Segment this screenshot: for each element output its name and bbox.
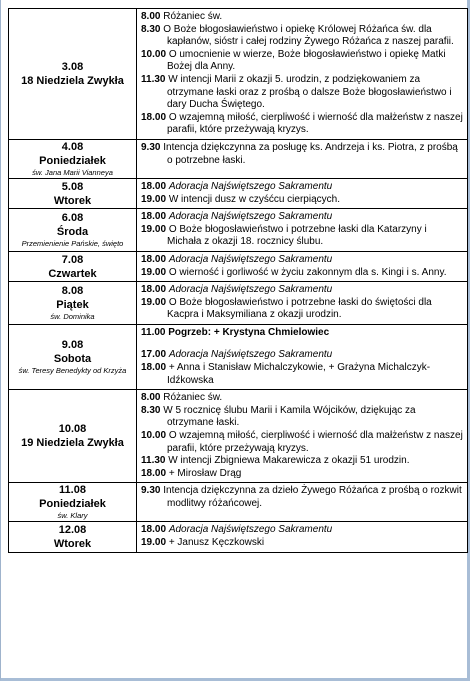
- day-date: 5.08: [61, 180, 84, 193]
- day-date: 11.08: [59, 484, 86, 497]
- day-cell: [9, 483, 137, 522]
- mass-intention: O umocnienie w wierze, Boże błogosławieństwo i opiekę Matki Bożej dla Anny.: [167, 48, 446, 73]
- mass-entry: [141, 267, 463, 280]
- mass-time: 19.00: [141, 296, 167, 308]
- mass-intentions-table: [8, 8, 468, 553]
- mass-time: 8.00: [141, 11, 161, 22]
- mass-intention: O wzajemną miłość, cierpliwość i wierność dla małżeństw z naszej parafii, które przeżywają kryzys.: [167, 111, 463, 136]
- mass-entry: [141, 392, 463, 405]
- mass-intention: O Boże błogosławieństwo i potrzebne łaski do świętości dla Kacpra i Maksymiliana z okazji urodzin.: [167, 296, 432, 321]
- mass-entry: [141, 224, 463, 249]
- day-name: Sobota: [53, 353, 92, 366]
- masses-cell: [137, 139, 468, 178]
- day-row: [9, 483, 468, 522]
- mass-intention: + Anna i Stanisław Michalczykowie, + Grażyna Michalczyk-Idźkowska: [167, 362, 431, 386]
- mass-entry: [141, 485, 463, 510]
- day-name: Piątek: [56, 298, 89, 311]
- mass-time: 18.00: [141, 362, 167, 374]
- day-cell: [9, 390, 137, 483]
- masses-cell: [137, 390, 468, 483]
- mass-intention: Różaniec św.: [163, 11, 223, 22]
- day-name: Środa: [56, 226, 89, 239]
- mass-entry: [141, 537, 463, 550]
- day-date: 3.08: [61, 60, 84, 73]
- mass-intention: Adoracja Najświętszego Sakramentu: [168, 349, 333, 361]
- masses-cell: [137, 251, 468, 281]
- mass-entry: [141, 49, 463, 74]
- day-row: [9, 139, 468, 178]
- day-date: 9.08: [61, 339, 84, 352]
- mass-intention: + Janusz Kęczkowski: [168, 537, 265, 548]
- mass-time: 18.00: [141, 180, 167, 192]
- table-body: [9, 9, 468, 553]
- masses-cell: [137, 522, 468, 552]
- mass-intention: Adoracja Najświętszego Sakramentu: [168, 253, 333, 265]
- day-name: Poniedziałek: [39, 154, 106, 167]
- day-cell: [9, 324, 137, 389]
- mass-intention: Intencja dziękczynna za posługę ks. Andrzeja i ks. Piotra, z prośbą o potrzebne łaski.: [163, 141, 458, 166]
- mass-entry: [141, 468, 463, 481]
- mass-time: 18.00: [141, 524, 167, 536]
- mass-entry: [141, 11, 463, 24]
- mass-intention: Adoracja Najświętszego Sakramentu: [168, 524, 333, 536]
- day-name: 18 Niedziela Zwykła: [21, 74, 124, 87]
- day-row: [9, 178, 468, 208]
- day-feast: św. Klary: [57, 511, 88, 521]
- day-feast: św. Dominika: [50, 311, 95, 321]
- day-cell: [9, 282, 137, 325]
- mass-entry: [141, 297, 463, 322]
- day-date: 8.08: [61, 284, 84, 297]
- mass-entry: [141, 362, 463, 387]
- mass-time: 19.00: [141, 266, 167, 278]
- mass-intention: W intencji Marii z okazji 5. urodzin, z podziękowaniem za otrzymane łaski oraz z prośbą o dalsze Boże błogosławieństwo i dary Ducha Świętego.: [167, 73, 452, 111]
- day-feast: św. Jana Marii Vianneya: [32, 167, 113, 177]
- day-name: Wtorek: [53, 538, 92, 550]
- mass-intention: W intencji Zbigniewa Makarewicza z okazji 51 urodzin.: [168, 455, 410, 467]
- mass-intention: Adoracja Najświętszego Sakramentu: [168, 180, 333, 192]
- day-cell: [9, 522, 137, 552]
- mass-time: 9.30: [141, 141, 161, 153]
- mass-entry: [141, 430, 463, 455]
- mass-entry: [141, 211, 463, 224]
- day-name: 19 Niedziela Zwykła: [21, 437, 124, 450]
- masses-cell: [137, 178, 468, 208]
- day-name: Poniedziałek: [39, 498, 106, 511]
- day-row: [9, 282, 468, 325]
- day-row: [9, 251, 468, 281]
- day-row: [9, 390, 468, 483]
- mass-time: 11.00: [141, 326, 166, 338]
- day-date: 6.08: [61, 212, 84, 225]
- day-date: 10.08: [58, 423, 87, 436]
- masses-cell: [137, 483, 468, 522]
- day-name: Wtorek: [53, 194, 92, 207]
- mass-intention: O Boże błogosławieństwo i potrzebne łaski dla Katarzyny i Michała z okazji 18. rocznicy ślubu.: [167, 223, 427, 248]
- mass-time: 19.00: [141, 223, 167, 235]
- mass-entry: [141, 24, 463, 49]
- mass-time: 11.30: [141, 455, 166, 467]
- day-feast: św. Teresy Benedykty od Krzyża: [18, 366, 127, 376]
- day-date: 4.08: [61, 140, 84, 153]
- mass-intention: + Mirosław Drąg: [168, 467, 242, 479]
- mass-time: 18.00: [141, 467, 167, 479]
- mass-time: 9.30: [141, 485, 161, 497]
- mass-intention: O wierność i gorliwość w życiu zakonnym dla s. Kingi i s. Anny.: [168, 266, 447, 278]
- day-row: [9, 9, 468, 140]
- mass-entry: [141, 112, 463, 137]
- day-date: 12.08: [58, 524, 87, 536]
- day-name: Czwartek: [48, 267, 97, 280]
- mass-entry: [141, 142, 463, 167]
- spacer: [141, 339, 463, 349]
- day-feast: Przemienienie Pańskie, święto: [21, 239, 124, 249]
- day-cell: [9, 139, 137, 178]
- day-cell: [9, 251, 137, 281]
- mass-time: 19.00: [141, 537, 167, 548]
- day-row: [9, 324, 468, 389]
- mass-entry: [141, 74, 463, 112]
- mass-time: 18.00: [141, 253, 167, 265]
- mass-time: 11.30: [141, 73, 166, 85]
- day-date: 7.08: [61, 253, 84, 266]
- masses-cell: [137, 324, 468, 389]
- mass-intention: Intencja dziękczynna za dzieło Żywego Różańca z prośbą o rozkwit modlitwy różańcowej.: [163, 485, 462, 509]
- mass-intention: O Boże błogosławieństwo i opiekę Królowej Różańca św. dla kapłanów, sióstr i całej rodziny Żywego Różańca z naszej parafii.: [163, 23, 454, 48]
- mass-intention: Adoracja Najświętszego Sakramentu: [168, 211, 333, 223]
- masses-cell: [137, 282, 468, 325]
- mass-intention: Różaniec św.: [163, 392, 223, 404]
- day-cell: [9, 209, 137, 252]
- mass-intention: W intencji dusz w czyśćcu cierpiących.: [168, 193, 340, 205]
- mass-entry: [141, 524, 463, 537]
- mass-time: 19.00: [141, 193, 167, 205]
- mass-time: 10.00: [141, 430, 167, 442]
- day-cell: [9, 9, 137, 140]
- mass-entry: [141, 254, 463, 267]
- mass-time: 8.30: [141, 404, 161, 416]
- day-row: [9, 209, 468, 252]
- mass-entry: [141, 405, 463, 430]
- mass-intention: Adoracja Najświętszego Sakramentu: [168, 284, 333, 296]
- mass-intention: O wzajemną miłość, cierpliwość i wierność dla małżeństw z naszej parafii, które przeżywają kryzys.: [167, 430, 463, 454]
- mass-time: 18.00: [141, 284, 167, 296]
- mass-time: 8.00: [141, 392, 161, 404]
- mass-time: 8.30: [141, 23, 161, 35]
- mass-entry: [141, 455, 463, 468]
- mass-entry: [141, 181, 463, 194]
- mass-time: 10.00: [141, 48, 167, 60]
- mass-time: 18.00: [141, 211, 167, 223]
- masses-cell: [137, 9, 468, 140]
- mass-time: 17.00: [141, 349, 167, 361]
- mass-time: 18.00: [141, 111, 167, 123]
- mass-entry: [141, 194, 463, 207]
- mass-intention: W 5 rocznicę ślubu Marii i Kamila Wójcików, dziękując za otrzymane łaski.: [163, 404, 416, 429]
- masses-cell: [137, 209, 468, 252]
- mass-entry: [141, 284, 463, 297]
- day-row: [9, 522, 468, 552]
- day-cell: [9, 178, 137, 208]
- mass-intention: Pogrzeb: + Krystyna Chmielowiec: [168, 326, 330, 338]
- mass-entry: [141, 349, 463, 362]
- mass-entry: [141, 327, 463, 340]
